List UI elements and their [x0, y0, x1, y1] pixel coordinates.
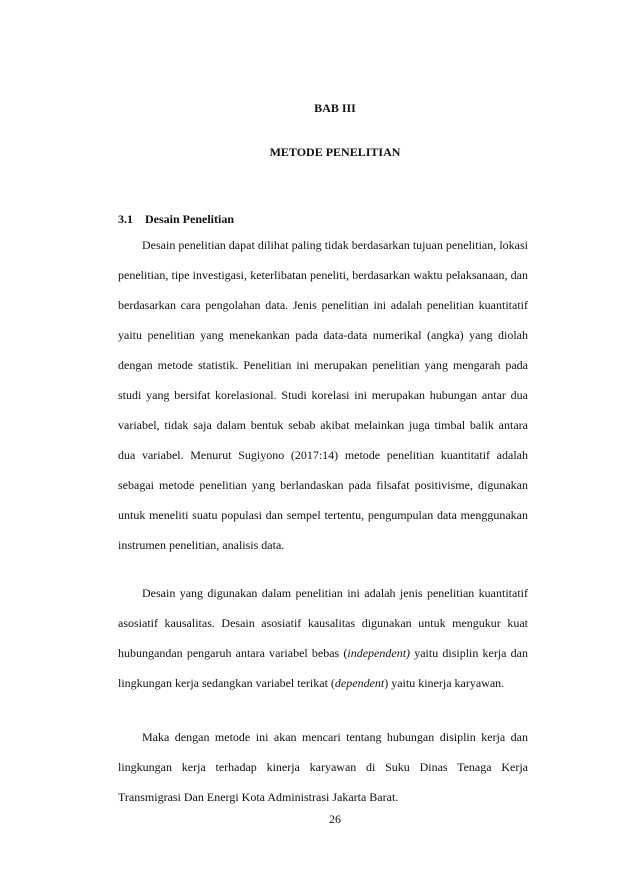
paragraph-1-text: Desain penelitian dapat dilihat paling tidak berdasarkan tujuan penelitian, lokasi penelitian, tipe investigasi, keterlibatan peneliti, berdasarkan waktu pelaksanaan, dan berdasarkan cara pengolahan data. Jenis penelitian ini adalah penelitian kuantitatif yaitu penelitian yang menekankan pada data-data numerikal (angka) yang diolah dengan metode statistik. Penelitian ini merupakan penelitian yang mengarah pada studi yang bersifat korelasional. Studi korelasi ini merupakan hubungan antar dua variabel, tidak saja dalam bentuk sebab akibat melainkan juga timbal balik antara dua variabel. Menurut Sugiyono (2017:14) metode penelitian kuantitatif adalah sebagai metode penelitian yang berlandaskan pada filsafat positivisme, digunakan untuk meneliti suatu populasi dan sempel tertentu, pengumpulan data menggunakan instrumen penelitian, analisis data. — [118, 238, 528, 552]
page-number: 26 — [329, 812, 341, 826]
section-title: Desain Penelitian — [145, 212, 234, 226]
paragraph-2-part-c: ) yaitu kinerja karyawan. — [384, 676, 505, 690]
paragraph-3 — [118, 722, 528, 812]
term-dependent: dependent — [334, 676, 385, 690]
paragraph-3-text: Maka dengan metode ini akan mencari tentang hubungan disiplin kerja dan lingkungan kerja terhadap kinerja karyawan di Suku Dinas Tenaga Kerja Transmigrasi Dan Energi Kota Administrasi Jakarta Barat. — [118, 730, 528, 804]
paragraph-2-part-b: yaitu disiplin kerja dan lingkungan kerja sedangkan variabel terikat ( — [118, 646, 529, 690]
paragraph-2-text — [118, 578, 528, 698]
section-number: 3.1 — [118, 212, 133, 226]
term-independent: independent) — [347, 646, 411, 660]
paragraph-2 — [118, 578, 528, 698]
section-heading — [118, 212, 234, 227]
chapter-title: METODE PENELITIAN — [269, 145, 401, 159]
paragraph-1 — [118, 230, 528, 560]
chapter-label: BAB III — [314, 101, 356, 115]
paragraph-2-part-a: Desain yang digunakan dalam penelitian ini adalah jenis penelitian kuantitatif asosiatif kausalitas. Desain asosiatif kausalitas digunakan untuk mengukur kuat hubungandan pengaruh antara variabel bebas ( — [118, 586, 528, 660]
